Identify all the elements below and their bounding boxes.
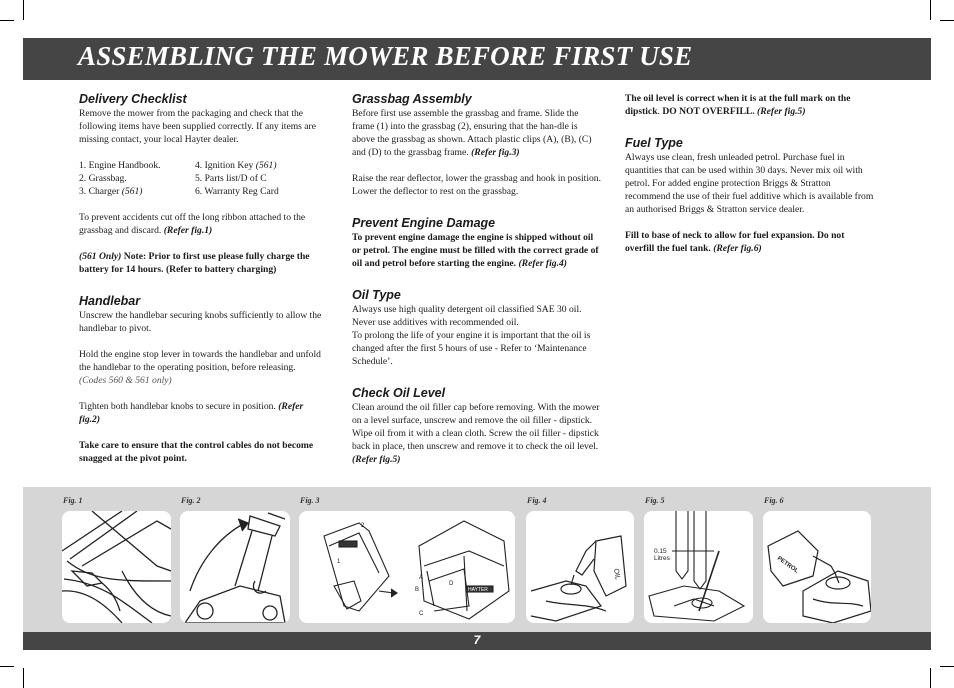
fig5-litres-text: 0.15 Litres xyxy=(654,548,670,562)
handlebar-illustration xyxy=(180,511,290,623)
fig4-image xyxy=(526,511,634,623)
fig5-label: Fig. 5 xyxy=(645,496,665,505)
fig6-petrol-text: PETROL xyxy=(775,555,800,575)
column-left xyxy=(79,92,325,478)
crop-mark xyxy=(940,20,954,21)
grassbag-ribbon-illustration xyxy=(62,511,171,623)
fig6-image xyxy=(763,511,871,623)
fig3-label-a: A xyxy=(419,575,424,581)
fig3-label-1: 1 xyxy=(337,559,341,565)
fig1-image xyxy=(62,511,171,623)
crop-mark xyxy=(940,666,954,667)
fig6-label: Fig. 6 xyxy=(764,496,784,505)
handlebar-p2: Hold the engine stop lever in towards the handlebar and unfold the handlebar to the operating position, before releasing. (Codes 560 & 561 only) xyxy=(79,349,321,386)
dipstick-illustration xyxy=(644,511,753,623)
footer-band xyxy=(23,632,931,650)
crop-mark xyxy=(0,666,14,667)
fig1-label: Fig. 1 xyxy=(63,496,83,505)
fig3-label: Fig. 3 xyxy=(300,496,320,505)
fig3-image xyxy=(299,511,515,623)
list-item: 3. Charger (561) 6. Warranty Reg Card xyxy=(79,186,279,197)
handlebar-warning: Take care to ensure that the control cables do not become snagged at the pivot point. xyxy=(79,440,314,464)
fuel-heading: Fuel Type xyxy=(625,136,683,150)
delivery-heading: Delivery Checklist xyxy=(79,92,187,106)
oil-correct-text: The oil level is correct when it is at the full mark on the dipstick. DO NOT OVERFILL. (Refer fig.5) xyxy=(625,93,851,117)
grassbag-heading: Grassbag Assembly xyxy=(352,92,472,106)
page-title: ASSEMBLING THE MOWER BEFORE FIRST USE xyxy=(78,41,693,71)
title-band xyxy=(23,38,931,80)
crop-mark xyxy=(930,668,931,688)
fig3-label-c: C xyxy=(419,611,424,617)
fig3-label-d: D xyxy=(449,581,454,587)
fig5-image xyxy=(644,511,753,623)
grassbag-p2: Raise the rear deflector, lower the grassbag and hook in position. Lower the deflector to rest on the grassbag. xyxy=(352,173,601,197)
grassbag-p1: Before first use assemble the grassbag and frame. Slide the frame (1) into the grassbag (2), ensuring that the han-dle is above the grassbag as shown. Attach plastic clips (A), (B), (C) and (D) to the grassbag frame. (Refer fig.3) xyxy=(352,108,592,158)
crop-mark xyxy=(23,0,24,20)
ribbon-text: To prevent accidents cut off the long ribbon attached to the grassbag and discard. (Refer fig.1) xyxy=(79,212,306,236)
fuel-p2: Fill to base of neck to allow for fuel expansion. Do not overfill the fuel tank. (Refer fig.6) xyxy=(625,230,845,254)
handlebar-heading: Handlebar xyxy=(79,294,141,308)
check-text: Clean around the oil filler cap before removing. With the mower on a level surface, unscrew and remove the oil filler - dipstick. Wipe oil from it with a clean cloth. Screw the oil filler - dipstick back in place, then unscrew and remove it to check the oil level. (Refer fig.5) xyxy=(352,402,600,465)
battery-note: (561 Only) Note: Prior to first use please fully charge the battery for 14 hours. (Refer to battery charging) xyxy=(79,251,310,275)
crop-mark xyxy=(23,668,24,688)
fig2-image xyxy=(180,511,290,623)
oil-fill-illustration xyxy=(526,511,634,623)
fig2-label: Fig. 2 xyxy=(181,496,201,505)
crop-mark xyxy=(0,20,14,21)
fig3-brand: HAYTER xyxy=(468,587,488,593)
handlebar-p3: Tighten both handlebar knobs to secure in position. (Refer fig.2) xyxy=(79,401,304,425)
petrol-fill-illustration xyxy=(763,511,871,623)
list-item: 1. Engine Handbook. 4. Ignition Key (561) xyxy=(79,160,277,171)
prevent-text: To prevent engine damage the engine is shipped without oil or petrol. The engine must be filled with the correct grade of oil and petrol before starting the engine. (Refer fig.4) xyxy=(352,232,599,269)
list-item: 2. Grassbag. 5. Parts list/D of C xyxy=(79,173,267,184)
fig3-label-2: 2 xyxy=(361,523,365,529)
fuel-p1: Always use clean, fresh unleaded petrol. Purchase fuel in quantities that can be used within 30 days. Never mix oil with petrol. For added engine protection Briggs & Stratton recommend the use of their fuel additive which is available from an authorised Briggs & Stratton service dealer. xyxy=(625,152,874,215)
delivery-intro: Remove the mower from the packaging and check that the following items have been supplied correctly. If any items are missing contact, your local Hayter dealer. xyxy=(79,108,317,145)
grassbag-assembly-illustration xyxy=(299,511,515,623)
column-right xyxy=(625,92,875,268)
crop-mark xyxy=(930,0,931,20)
oil-p1: Always use high quality detergent oil classified SAE 30 oil. Never use additives with recommended oil. xyxy=(352,304,582,328)
oil-heading: Oil Type xyxy=(352,288,401,302)
prevent-heading: Prevent Engine Damage xyxy=(352,216,496,230)
handlebar-p1: Unscrew the handlebar securing knobs sufficiently to allow the handlebar to pivot. xyxy=(79,310,322,334)
fig4-label: Fig. 4 xyxy=(527,496,547,505)
page-number: 7 xyxy=(473,633,481,647)
check-heading: Check Oil Level xyxy=(352,386,446,400)
column-middle xyxy=(352,92,602,479)
oil-p2: To prolong the life of your engine it is important that the oil is changed after the first 5 hours of use - Refer to ‘Maintenance Schedule’. xyxy=(352,330,591,367)
delivery-items xyxy=(79,159,279,198)
fig4-oil-text: OIL xyxy=(612,568,621,581)
fig3-label-b: B xyxy=(415,587,420,593)
